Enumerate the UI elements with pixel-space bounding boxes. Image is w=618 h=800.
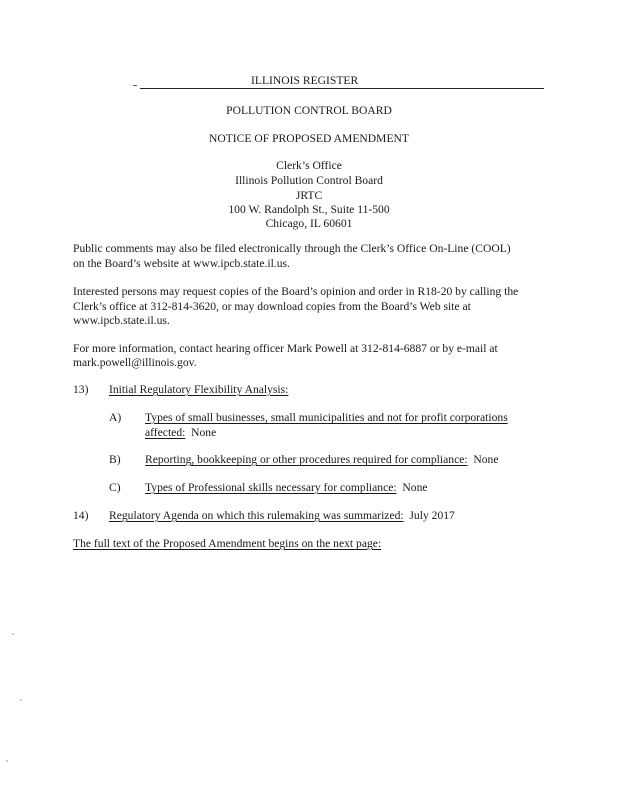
- section-14-line: [109, 508, 455, 523]
- address-line-4: 100 W. Randolph St., Suite 11-500: [228, 203, 390, 216]
- header-rule: [140, 88, 544, 89]
- info-line-1: For more information, contact hearing officer Mark Powell at 312-814-6887 or by e-mail at: [73, 342, 498, 355]
- header-rule-tick: [133, 85, 137, 86]
- item-b-label: Reporting, bookkeeping or other procedures required for compliance:: [145, 453, 468, 466]
- comments-line-2: on the Board’s website at www.ipcb.state.il.us.: [73, 257, 290, 270]
- item-b-letter: B): [109, 453, 121, 466]
- address-line-5: Chicago, IL 60601: [265, 217, 353, 230]
- scan-speck: [12, 633, 14, 635]
- item-a-label-line-1: Types of small businesses, small municipalities and not for profit corporations: [145, 411, 508, 424]
- item-c-line: [145, 480, 428, 495]
- item-a-value: None: [191, 426, 217, 439]
- item-a-line-2: [145, 425, 216, 440]
- section-14-value: July 2017: [409, 509, 455, 522]
- item-c-letter: C): [109, 481, 121, 494]
- item-a-label-line-2: affected:: [145, 426, 186, 439]
- board-title: POLLUTION CONTROL BOARD: [226, 104, 392, 117]
- register-title: ILLINOIS REGISTER: [251, 74, 359, 87]
- item-c-label: Types of Professional skills necessary for compliance:: [145, 481, 397, 494]
- scan-speck: [20, 699, 22, 701]
- copies-line-1: Interested persons may request copies of the Board’s opinion and order in R18-20 by calling the: [73, 285, 519, 298]
- copies-line-3: www.ipcb.state.il.us.: [73, 314, 170, 327]
- section-13-title: Initial Regulatory Flexibility Analysis:: [109, 383, 289, 396]
- address-line-3: JRTC: [295, 189, 323, 202]
- section-14-number: 14): [73, 509, 89, 522]
- item-c-value: None: [402, 481, 428, 494]
- section-13-number: 13): [73, 383, 89, 396]
- full-text-note: The full text of the Proposed Amendment begins on the next page:: [73, 537, 382, 550]
- notice-title: NOTICE OF PROPOSED AMENDMENT: [208, 132, 409, 145]
- info-line-2: mark.powell@illinois.gov.: [73, 356, 197, 369]
- item-b-line: [145, 452, 499, 467]
- item-b-value: None: [473, 453, 499, 466]
- item-a-letter: A): [109, 411, 122, 424]
- scan-speck: [6, 760, 8, 762]
- address-line-2: Illinois Pollution Control Board: [235, 174, 383, 187]
- address-line-1: Clerk’s Office: [276, 159, 342, 172]
- section-14-label: Regulatory Agenda on which this rulemaking was summarized:: [109, 509, 404, 522]
- copies-line-2: Clerk’s office at 312-814-3620, or may download copies from the Board’s Web site at: [73, 300, 471, 313]
- comments-line-1: Public comments may also be filed electronically through the Clerk’s Office On-Line (COOL): [73, 242, 511, 255]
